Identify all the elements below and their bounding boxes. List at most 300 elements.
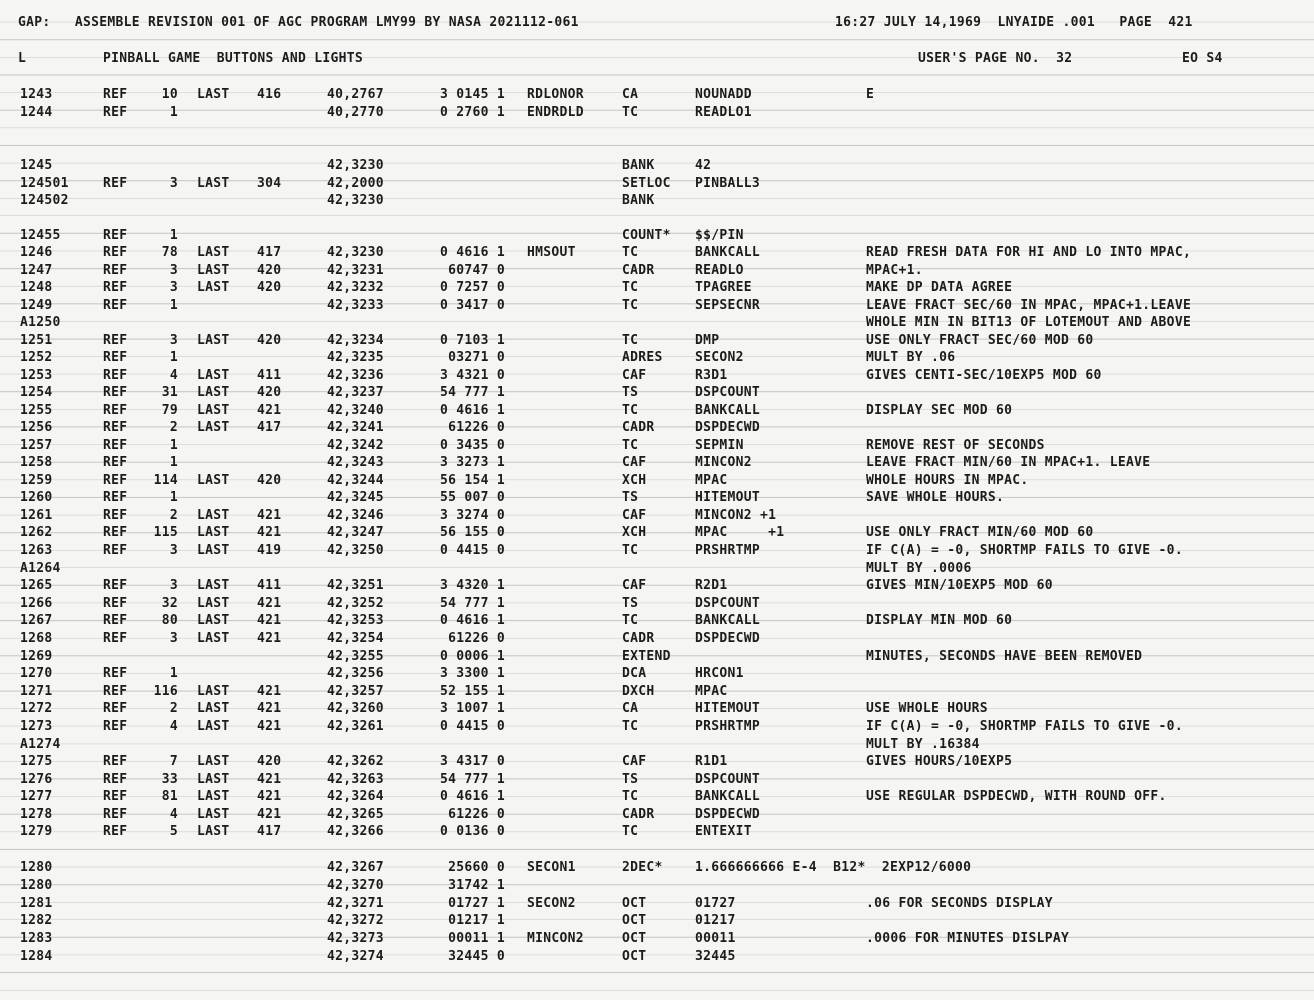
line-refn: 3: [169, 578, 178, 593]
line-refn: 80: [161, 613, 178, 628]
line-seq: 1271: [20, 684, 53, 699]
line-op: DXCH: [622, 684, 655, 699]
line-arg: 1.666666666 E-4 B12* 2EXP12/6000: [695, 860, 972, 875]
line-ref: REF: [103, 684, 128, 699]
line-code: 61226 0: [448, 807, 505, 822]
line-cmt: USE REGULAR DSPDECWD, WITH ROUND OFF.: [866, 789, 1167, 804]
line-op: CADR: [622, 807, 655, 822]
line-seq: 1278: [20, 807, 53, 822]
line-arg: MPAC: [695, 684, 728, 699]
line-seq: 1283: [20, 931, 53, 946]
line-op: TC: [622, 245, 639, 260]
listing-line: [0, 157, 1314, 175]
line-last: LAST: [197, 525, 230, 540]
line-op: XCH: [622, 473, 647, 488]
listing-line: [0, 948, 1314, 966]
line-cmt: READ FRESH DATA FOR HI AND LO INTO MPAC,: [866, 245, 1192, 260]
line-last: LAST: [197, 772, 230, 787]
line-ref: REF: [103, 333, 128, 348]
line-seq: 1257: [20, 438, 53, 453]
line-addr: 42,3271: [327, 896, 384, 911]
line-cmt: WHOLE HOURS IN MPAC.: [866, 473, 1029, 488]
line-addr: 42,3252: [327, 596, 384, 611]
listing-line: [0, 912, 1314, 930]
line-lastn: 420: [257, 385, 282, 400]
line-code: 54 777 1: [439, 596, 505, 611]
line-op: CADR: [622, 263, 655, 278]
line-op: DCA: [622, 666, 647, 681]
line-code: 54 777 1: [439, 772, 505, 787]
line-seq: 1253: [20, 368, 53, 383]
line-seq: 1256: [20, 420, 53, 435]
line-cmt: LEAVE FRACT MIN/60 IN MPAC+1. LEAVE: [866, 455, 1151, 470]
line-lastn: 417: [257, 824, 282, 839]
eo-code: EO S4: [1182, 51, 1223, 66]
line-ref: REF: [103, 368, 128, 383]
line-addr: 42,3263: [327, 772, 384, 787]
line-ref: REF: [103, 631, 128, 646]
listing-line: [0, 895, 1314, 913]
line-op: CAF: [622, 455, 647, 470]
line-addr: 42,3244: [327, 473, 384, 488]
line-lastn: 420: [257, 333, 282, 348]
line-seq: A1274: [20, 737, 61, 752]
line-op: TC: [622, 824, 639, 839]
line-arg: DSPDECWD: [695, 631, 761, 646]
line-op: OCT: [622, 931, 647, 946]
line-code: 0 0136 0: [439, 824, 505, 839]
line-op: TC: [622, 719, 639, 734]
line-addr: 42,3260: [327, 701, 384, 716]
line-seq: 1272: [20, 701, 53, 716]
line-op: TC: [622, 613, 639, 628]
line-arg: DSPCOUNT: [695, 772, 761, 787]
line-op: OCT: [622, 913, 647, 928]
line-op: TC: [622, 280, 639, 295]
line-seq: 1262: [20, 525, 53, 540]
line-addr: 42,3232: [327, 280, 384, 295]
line-arg: DMP: [695, 333, 720, 348]
line-ref: REF: [103, 403, 128, 418]
listing-line: [0, 648, 1314, 666]
line-addr: 42,3230: [327, 245, 384, 260]
line-arg: BANKCALL: [695, 403, 761, 418]
listing-line: [0, 227, 1314, 245]
line-label: SECON2: [527, 896, 576, 911]
line-addr: 42,3246: [327, 508, 384, 523]
line-last: LAST: [197, 684, 230, 699]
line-code: 3 4321 0: [439, 368, 505, 383]
line-code: 25660 0: [448, 860, 505, 875]
line-seq: 1258: [20, 455, 53, 470]
line-seq: 1280: [20, 878, 53, 893]
line-cmt: GIVES HOURS/10EXP5: [866, 754, 1013, 769]
line-ref: REF: [103, 385, 128, 400]
line-code: 55 007 0: [439, 490, 505, 505]
line-refn: 3: [169, 280, 178, 295]
line-lastn: 421: [257, 789, 282, 804]
line-refn: 10: [161, 87, 178, 102]
line-label: ENDRDLD: [527, 105, 584, 120]
line-refn: 31: [161, 385, 178, 400]
line-label: RDLONOR: [527, 87, 584, 102]
line-addr: 42,3237: [327, 385, 384, 400]
line-last: LAST: [197, 403, 230, 418]
line-lastn: 421: [257, 525, 282, 540]
line-lastn: 419: [257, 543, 282, 558]
line-cmt: MULT BY .16384: [866, 737, 980, 752]
line-cmt: .06 FOR SECONDS DISPLAY: [866, 896, 1053, 911]
line-arg: PINBALL3: [695, 176, 761, 191]
line-cmt: LEAVE FRACT SEC/60 IN MPAC, MPAC+1.LEAVE: [866, 298, 1192, 313]
section-title: PINBALL GAME BUTTONS AND LIGHTS: [103, 51, 364, 66]
listing-line: [0, 437, 1314, 455]
line-code: 0 7103 1: [439, 333, 505, 348]
listing-line: [0, 859, 1314, 877]
line-ref: REF: [103, 263, 128, 278]
line-last: LAST: [197, 473, 230, 488]
listing-line: [0, 489, 1314, 507]
line-cmt: MINUTES, SECONDS HAVE BEEN REMOVED: [866, 649, 1143, 664]
line-lastn: 421: [257, 807, 282, 822]
line-seq: 1279: [20, 824, 53, 839]
line-code: 0 4616 1: [439, 245, 505, 260]
line-op: TS: [622, 490, 639, 505]
listing-line: [0, 332, 1314, 350]
line-op: CAF: [622, 368, 647, 383]
line-seq: 1260: [20, 490, 53, 505]
line-code: 0 2760 1: [439, 105, 505, 120]
line-addr: 42,3261: [327, 719, 384, 734]
line-addr: 42,3247: [327, 525, 384, 540]
line-seq: 12455: [20, 228, 61, 243]
line-op: TS: [622, 596, 639, 611]
listing-line: [0, 718, 1314, 736]
line-seq: 1252: [20, 350, 53, 365]
line-code: 0 4616 1: [439, 403, 505, 418]
line-code: 54 777 1: [439, 385, 505, 400]
line-code: 3 0145 1: [439, 87, 505, 102]
line-addr: 42,3253: [327, 613, 384, 628]
line-seq: 1281: [20, 896, 53, 911]
line-addr: 42,3240: [327, 403, 384, 418]
section-header: [0, 50, 1314, 68]
line-code: 52 155 1: [439, 684, 505, 699]
listing-line: [0, 279, 1314, 297]
line-lastn: 421: [257, 508, 282, 523]
line-cmt: MULT BY .06: [866, 350, 956, 365]
line-seq: 1267: [20, 613, 53, 628]
line-seq: 1249: [20, 298, 53, 313]
line-code: 32445 0: [448, 949, 505, 964]
line-op: OCT: [622, 949, 647, 964]
listing-line: [0, 314, 1314, 332]
line-refn: 7: [169, 754, 178, 769]
line-addr: 42,3267: [327, 860, 384, 875]
line-seq: 1246: [20, 245, 53, 260]
line-last: LAST: [197, 280, 230, 295]
line-seq: 1244: [20, 105, 53, 120]
listing-line: [0, 507, 1314, 525]
line-addr: 42,3273: [327, 931, 384, 946]
line-arg: READLO: [695, 263, 744, 278]
line-arg: 01217: [695, 913, 736, 928]
line-addr: 42,3235: [327, 350, 384, 365]
line-addr: 42,3251: [327, 578, 384, 593]
line-arg: DSPCOUNT: [695, 596, 761, 611]
listing-line: [0, 367, 1314, 385]
line-addr: 42,3234: [327, 333, 384, 348]
line-refn: 115: [153, 525, 178, 540]
line-arg: SEPMIN: [695, 438, 744, 453]
line-op: BANK: [622, 158, 655, 173]
line-addr: 42,3262: [327, 754, 384, 769]
line-seq: A1250: [20, 315, 61, 330]
line-ref: REF: [103, 525, 128, 540]
listing-line: [0, 104, 1314, 122]
listing-line: [0, 577, 1314, 595]
line-op: CAF: [622, 508, 647, 523]
line-op: BANK: [622, 193, 655, 208]
line-ref: REF: [103, 613, 128, 628]
line-refn: 3: [169, 631, 178, 646]
line-refn: 3: [169, 543, 178, 558]
line-refn: 33: [161, 772, 178, 787]
line-refn: 1: [169, 666, 178, 681]
line-lastn: 420: [257, 473, 282, 488]
line-addr: 42,3233: [327, 298, 384, 313]
line-lastn: 421: [257, 701, 282, 716]
listing-line: [0, 823, 1314, 841]
line-op: OCT: [622, 896, 647, 911]
line-arg: 00011: [695, 931, 736, 946]
line-arg: BANKCALL: [695, 789, 761, 804]
line-last: LAST: [197, 719, 230, 734]
line-arg: ENTEXIT: [695, 824, 752, 839]
listing-line: [0, 683, 1314, 701]
line-arg: NOUNADD: [695, 87, 752, 102]
line-label: HMSOUT: [527, 245, 576, 260]
listing-line: [0, 349, 1314, 367]
line-seq: 1275: [20, 754, 53, 769]
line-addr: 42,3231: [327, 263, 384, 278]
line-op: TC: [622, 298, 639, 313]
line-addr: 42,3264: [327, 789, 384, 804]
line-refn: 4: [169, 807, 178, 822]
line-addr: 42,3254: [327, 631, 384, 646]
line-code: 3 3274 0: [439, 508, 505, 523]
line-lastn: 421: [257, 719, 282, 734]
header-left: GAP: ASSEMBLE REVISION 001 OF AGC PROGRAM LMY99 BY NASA 2021112-061: [18, 15, 579, 30]
line-refn: 1: [169, 438, 178, 453]
line-label: SECON1: [527, 860, 576, 875]
header-right: 16:27 JULY 14,1969 LNYAIDE .001 PAGE 421: [835, 15, 1193, 30]
line-lastn: 421: [257, 403, 282, 418]
line-arg: R2D1: [695, 578, 728, 593]
line-code: 0 4616 1: [439, 613, 505, 628]
line-last: LAST: [197, 824, 230, 839]
line-last: LAST: [197, 807, 230, 822]
line-cmt: GIVES CENTI-SEC/10EXP5 MOD 60: [866, 368, 1102, 383]
line-seq: 1255: [20, 403, 53, 418]
listing-line: [0, 771, 1314, 789]
line-addr: 40,2770: [327, 105, 384, 120]
line-addr: 42,3272: [327, 913, 384, 928]
line-op: CADR: [622, 420, 655, 435]
listing-line: [0, 244, 1314, 262]
line-addr: 42,3265: [327, 807, 384, 822]
line-cmt: USE WHOLE HOURS: [866, 701, 988, 716]
line-seq: 1277: [20, 789, 53, 804]
line-lastn: 420: [257, 280, 282, 295]
listing-line: [0, 86, 1314, 104]
line-lastn: 421: [257, 631, 282, 646]
listing-line: [0, 753, 1314, 771]
line-ref: REF: [103, 280, 128, 295]
line-lastn: 416: [257, 87, 282, 102]
line-op: TC: [622, 105, 639, 120]
line-refn: 3: [169, 263, 178, 278]
line-cmt: IF C(A) = -0, SHORTMP FAILS TO GIVE -0.: [866, 543, 1183, 558]
line-code: 56 155 0: [439, 525, 505, 540]
line-ref: REF: [103, 824, 128, 839]
line-seq: 124501: [20, 176, 69, 191]
listing-line: [0, 524, 1314, 542]
line-ref: REF: [103, 105, 128, 120]
line-cmt: .0006 FOR MINUTES DISLPAY: [866, 931, 1070, 946]
line-arg: DSPDECWD: [695, 807, 761, 822]
line-ref: REF: [103, 87, 128, 102]
line-ref: REF: [103, 473, 128, 488]
line-code: 0 3435 0: [439, 438, 505, 453]
line-last: LAST: [197, 245, 230, 260]
line-refn: 2: [169, 420, 178, 435]
line-code: 3 4320 1: [439, 578, 505, 593]
line-arg: PRSHRTMP: [695, 719, 761, 734]
line-cmt: GIVES MIN/10EXP5 MOD 60: [866, 578, 1053, 593]
line-seq: 1263: [20, 543, 53, 558]
line-seq: 1268: [20, 631, 53, 646]
line-code: 0 3417 0: [439, 298, 505, 313]
line-op: TS: [622, 772, 639, 787]
listing-line: [0, 630, 1314, 648]
listing-line: [0, 595, 1314, 613]
line-seq: 124502: [20, 193, 69, 208]
line-seq: 1251: [20, 333, 53, 348]
line-op: ADRES: [622, 350, 663, 365]
line-addr: 42,3266: [327, 824, 384, 839]
line-arg: R3D1: [695, 368, 728, 383]
line-lastn: 421: [257, 772, 282, 787]
line-refn: 1: [169, 455, 178, 470]
line-op: CAF: [622, 754, 647, 769]
line-last: LAST: [197, 754, 230, 769]
listing-line: [0, 736, 1314, 754]
line-seq: 1280: [20, 860, 53, 875]
line-ref: REF: [103, 420, 128, 435]
listing-line: [0, 262, 1314, 280]
line-last: LAST: [197, 613, 230, 628]
line-lastn: 411: [257, 578, 282, 593]
line-op: TS: [622, 385, 639, 400]
line-op: TC: [622, 403, 639, 418]
line-refn: 1: [169, 228, 178, 243]
line-arg: BANKCALL: [695, 245, 761, 260]
line-seq: 1247: [20, 263, 53, 278]
listing-line: [0, 419, 1314, 437]
line-lastn: 411: [257, 368, 282, 383]
line-cmt: USE ONLY FRACT SEC/60 MOD 60: [866, 333, 1094, 348]
line-addr: 42,3250: [327, 543, 384, 558]
line-op: TC: [622, 543, 639, 558]
line-ref: REF: [103, 666, 128, 681]
listing-line: [0, 454, 1314, 472]
line-addr: 42,3230: [327, 193, 384, 208]
line-op: TC: [622, 333, 639, 348]
line-code: 0 4415 0: [439, 543, 505, 558]
line-seq: 1259: [20, 473, 53, 488]
line-addr: 42,3230: [327, 158, 384, 173]
listing-line: [0, 665, 1314, 683]
line-op: COUNT*: [622, 228, 671, 243]
line-arg: SEPSECNR: [695, 298, 761, 313]
line-code: 0 4616 1: [439, 789, 505, 804]
listing-line: [0, 297, 1314, 315]
line-code: 01217 1: [448, 913, 505, 928]
line-addr: 42,3242: [327, 438, 384, 453]
line-ref: REF: [103, 701, 128, 716]
line-lastn: 421: [257, 684, 282, 699]
line-seq: A1264: [20, 561, 61, 576]
line-last: LAST: [197, 701, 230, 716]
line-ref: REF: [103, 719, 128, 734]
line-ref: REF: [103, 350, 128, 365]
line-lastn: 417: [257, 245, 282, 260]
line-arg: DSPDECWD: [695, 420, 761, 435]
line-op: XCH: [622, 525, 647, 540]
line-addr: 42,3236: [327, 368, 384, 383]
line-ref: REF: [103, 298, 128, 313]
line-ref: REF: [103, 578, 128, 593]
line-ref: REF: [103, 807, 128, 822]
line-op: TC: [622, 789, 639, 804]
line-ref: REF: [103, 228, 128, 243]
listing-line: [0, 700, 1314, 718]
listing-line: [0, 612, 1314, 630]
line-last: LAST: [197, 543, 230, 558]
line-arg: $$/PIN: [695, 228, 744, 243]
line-ref: REF: [103, 596, 128, 611]
line-cmt: MAKE DP DATA AGREE: [866, 280, 1013, 295]
listing-line: [0, 192, 1314, 210]
line-arg: SECON2: [695, 350, 744, 365]
line-op: CAF: [622, 578, 647, 593]
line-lastn: 420: [257, 754, 282, 769]
line-addr: 42,3270: [327, 878, 384, 893]
line-refn: 81: [161, 789, 178, 804]
line-last: LAST: [197, 420, 230, 435]
line-last: LAST: [197, 789, 230, 804]
line-ref: REF: [103, 455, 128, 470]
line-refn: 5: [169, 824, 178, 839]
line-last: LAST: [197, 578, 230, 593]
line-seq: 1266: [20, 596, 53, 611]
line-op: CADR: [622, 631, 655, 646]
line-refn: 1: [169, 350, 178, 365]
line-code: 60747 0: [448, 263, 505, 278]
line-code: 3 1007 1: [439, 701, 505, 716]
line-last: LAST: [197, 631, 230, 646]
